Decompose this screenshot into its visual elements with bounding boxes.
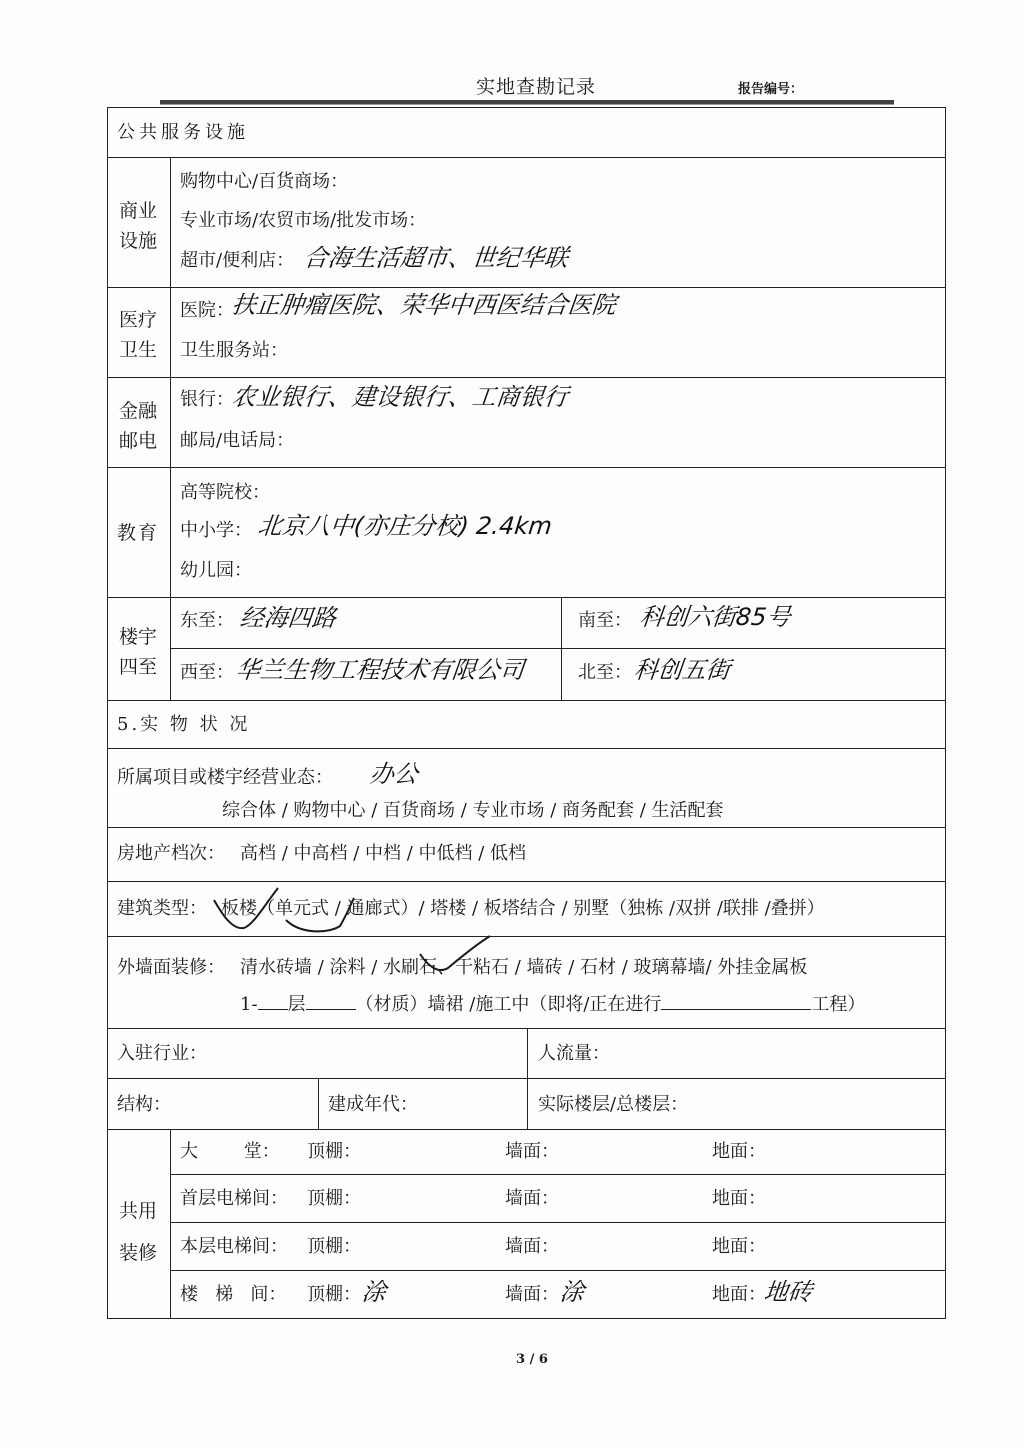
post-label: 邮局/电话局： xyxy=(180,430,295,451)
report-number-label: 报告编号： xyxy=(738,82,804,97)
bank-value: 农业银行、建设银行、工商银行 xyxy=(230,383,570,411)
hospital-value: 扶正肿瘤医院、荣华中西医结合医院 xyxy=(230,291,618,319)
row-location: 首层电梯间： xyxy=(180,1188,288,1209)
wall-label: 墙面： xyxy=(505,1141,559,1162)
check-mark-slab-building xyxy=(214,888,278,928)
check-mark-unit-type xyxy=(286,898,354,931)
ceiling-value: 涂 xyxy=(360,1278,388,1306)
floor-value: 地砖 xyxy=(762,1278,814,1306)
kindergarten-label: 幼儿园： xyxy=(180,560,252,581)
traffic-label: 人流量： xyxy=(538,1043,610,1064)
market-label: 专业市场/农贸市场/批发市场： xyxy=(180,210,427,231)
bank-label: 银行： xyxy=(180,389,234,410)
building-type-label: 建筑类型： xyxy=(117,898,207,919)
built-year-label: 建成年代： xyxy=(328,1094,418,1115)
facade-line2-b: 层 xyxy=(287,994,306,1015)
business-label: 所属项目或楼宇经营业态： xyxy=(117,767,333,788)
check-mark-paint xyxy=(420,936,490,970)
floor-label: 地面： xyxy=(712,1236,766,1257)
floor-label: 地面： xyxy=(712,1188,766,1209)
industry-label: 入驻行业： xyxy=(117,1043,207,1064)
page-number: 3 / 6 xyxy=(516,1352,548,1367)
hospital-label: 医院： xyxy=(180,300,234,321)
school-value: 北京八中(亦庄分校) 2.4km xyxy=(256,512,554,540)
north-value: 科创五街 xyxy=(632,656,732,684)
row-location: 大 堂： xyxy=(180,1141,280,1162)
supermarket-label: 超市/便利店： xyxy=(180,250,295,271)
south-value: 科创六街85号 xyxy=(638,603,793,631)
business-value: 办公 xyxy=(368,760,420,788)
mall-label: 购物中心/百货商场： xyxy=(180,171,349,192)
grade-label: 房地产档次： xyxy=(117,843,225,864)
north-label: 北至： xyxy=(578,662,632,683)
clinic-label: 卫生服务站： xyxy=(180,340,288,361)
east-value: 经海四路 xyxy=(238,604,338,632)
structure-label: 结构： xyxy=(117,1094,171,1115)
facade-line2-a: 1- xyxy=(240,994,258,1015)
category-boundaries: 楼宇四至 xyxy=(118,626,157,678)
section-title-public-services: 公共服务设施 xyxy=(117,122,249,143)
section-title-physical: 5.实 物 状 况 xyxy=(117,714,251,735)
ceiling-label: 顶棚： xyxy=(307,1188,361,1209)
grade-options: 高档 / 中高档 / 中档 / 中低档 / 低档 xyxy=(240,843,527,864)
facade-label: 外墙面装修： xyxy=(117,957,225,978)
category-finance: 金融邮电 xyxy=(118,400,157,452)
page-title: 实地查勘记录 xyxy=(476,76,597,98)
row-location: 本层电梯间： xyxy=(180,1236,288,1257)
facade-line2-c: （材质）墙裙 /施工中（即将/正在进行 xyxy=(355,994,662,1015)
wall-value: 涂 xyxy=(558,1278,586,1306)
category-common-decoration: 共用装修 xyxy=(118,1200,157,1264)
floors-label: 实际楼层/总楼层： xyxy=(538,1094,689,1115)
facade-line2-d: 工程） xyxy=(811,994,866,1015)
ceiling-label: 顶棚： xyxy=(307,1236,361,1257)
category-medical: 医疗卫生 xyxy=(118,309,157,361)
supermarket-value: 合海生活超市、世纪华联 xyxy=(302,244,570,272)
wall-label: 墙面： xyxy=(505,1236,559,1257)
university-label: 高等院校： xyxy=(180,482,270,503)
ceiling-label: 顶棚： xyxy=(307,1284,361,1305)
category-education: 教育 xyxy=(116,522,159,544)
south-label: 南至： xyxy=(578,610,632,631)
west-value: 华兰生物工程技术有限公司 xyxy=(234,656,526,684)
floor-label: 地面： xyxy=(712,1284,766,1305)
wall-label: 墙面： xyxy=(505,1188,559,1209)
building-type-options: 板楼（单元式 / 通廊式）/ 塔楼 / 板塔结合 / 别墅（独栋 /双拼 /联排 /叠拼） xyxy=(221,898,825,919)
west-label: 西至： xyxy=(180,662,234,683)
facade-options: 清水砖墙 / 涂料 / 水刷石、干粘石 / 墙砖 / 石材 / 玻璃幕墙/ 外挂金属板 xyxy=(240,957,808,978)
east-label: 东至： xyxy=(180,610,234,631)
school-label: 中小学： xyxy=(180,520,252,541)
row-location: 楼 梯 间： xyxy=(180,1284,287,1305)
wall-label: 墙面： xyxy=(505,1284,559,1305)
ceiling-label: 顶棚： xyxy=(307,1141,361,1162)
category-commercial: 商业设施 xyxy=(118,200,157,252)
floor-label: 地面： xyxy=(712,1141,766,1162)
business-options: 综合体 / 购物中心 / 百货商场 / 专业市场 / 商务配套 / 生活配套 xyxy=(222,800,724,821)
